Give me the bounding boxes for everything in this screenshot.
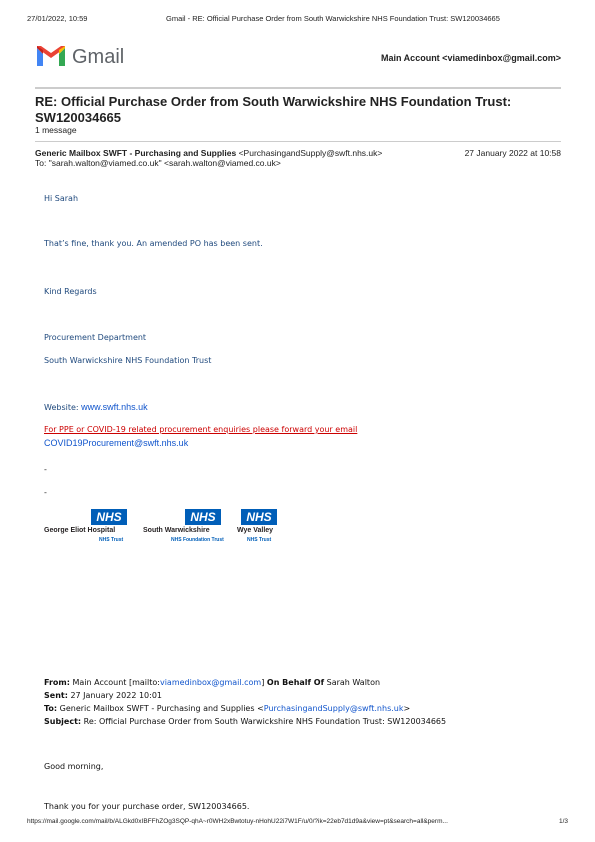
header-divider (35, 87, 561, 89)
quoted-body-line: Thank you for your purchase order, SW120034665. (44, 802, 250, 811)
body-signoff: Kind Regards (44, 287, 97, 296)
print-title: Gmail - RE: Official Purchase Order from South Warwickshire NHS Foundation Trust: SW120034665 (166, 14, 500, 23)
body-dept: Procurement Department (44, 333, 147, 342)
quoted-sent-line: Sent: 27 January 2022 10:01 (44, 691, 162, 700)
covid-notice-link[interactable]: For PPE or COVID-19 related procurement enquiries please forward your email (44, 425, 358, 434)
nhs-badge: NHS (185, 509, 221, 525)
recipient-line: To: "sarah.walton@viamed.co.uk" <sarah.walton@viamed.co.uk> (35, 158, 281, 168)
print-date: 27/01/2022, 10:59 (27, 14, 88, 23)
nhs-trust-type: NHS Trust (247, 537, 272, 543)
sender-email[interactable]: <PurchasingandSupply@swft.nhs.uk> (238, 148, 383, 158)
nhs-badge: NHS (91, 509, 127, 525)
gmail-wordmark: Gmail (72, 46, 125, 68)
nhs-org-name: George Eliot Hospital (44, 527, 116, 534)
nhs-logos (44, 509, 294, 549)
quoted-to-email[interactable]: PurchasingandSupply@swft.nhs.uk (263, 704, 404, 713)
footer-url: https://mail.google.com/mail/b/ALGkd0xIBFFhZOg3SQP-qhA~r0WH2xBwtotuy-nHohU22i7W1F/u/0/?ik=22eb7d1d9a&view=pt&search=all&perm... (27, 818, 448, 825)
footer-page-number: 1/3 (558, 818, 568, 825)
nhs-trust-type: NHS Trust (99, 537, 124, 543)
body-line: That’s fine, thank you. An amended PO has been sent. (44, 239, 263, 248)
dash-separator: - (44, 488, 47, 497)
quoted-from-line: From: Main Account [mailto:viamedinbox@gmail.com] On Behalf Of Sarah Walton (44, 678, 381, 687)
account-label: Main Account <viamedinbox@gmail.com> (381, 53, 561, 63)
quoted-subject-line: Subject: Re: Official Purchase Order from South Warwickshire NHS Foundation Trust: SW120034665 (44, 717, 447, 726)
body-greeting: Hi Sarah (44, 194, 79, 203)
nhs-badge: NHS (241, 509, 277, 525)
covid-email-link[interactable]: COVID19Procurement@swft.nhs.uk (44, 438, 189, 448)
quoted-to-line: To: Generic Mailbox SWFT - Purchasing and Supplies <PurchasingandSupply@swft.nhs.uk> (44, 704, 411, 713)
message-date: 27 January 2022 at 10:58 (464, 148, 561, 158)
sender-line (35, 148, 382, 158)
email-subject: RE: Official Purchase Order from South Warwickshire NHS Foundation Trust: SW120034665 (35, 94, 512, 125)
nhs-org-name: Wye Valley (237, 527, 274, 534)
quoted-greeting: Good morning, (44, 762, 104, 771)
sender-name: Generic Mailbox SWFT - Purchasing and Supplies (35, 148, 237, 158)
message-count: 1 message (35, 125, 77, 135)
website-line (44, 402, 148, 412)
website-label: Website: (44, 403, 82, 412)
gmail-m-icon (35, 44, 67, 68)
body-org: South Warwickshire NHS Foundation Trust (44, 356, 212, 365)
subject-divider (35, 141, 561, 142)
website-link[interactable]: www.swft.nhs.uk (81, 402, 148, 412)
dash-separator: - (44, 465, 47, 474)
nhs-trust-type: NHS Foundation Trust (171, 537, 224, 543)
quoted-from-email[interactable]: viamedinbox@gmail.com (159, 678, 262, 687)
gmail-logo[interactable] (35, 44, 130, 70)
nhs-org-name: South Warwickshire (143, 527, 210, 534)
